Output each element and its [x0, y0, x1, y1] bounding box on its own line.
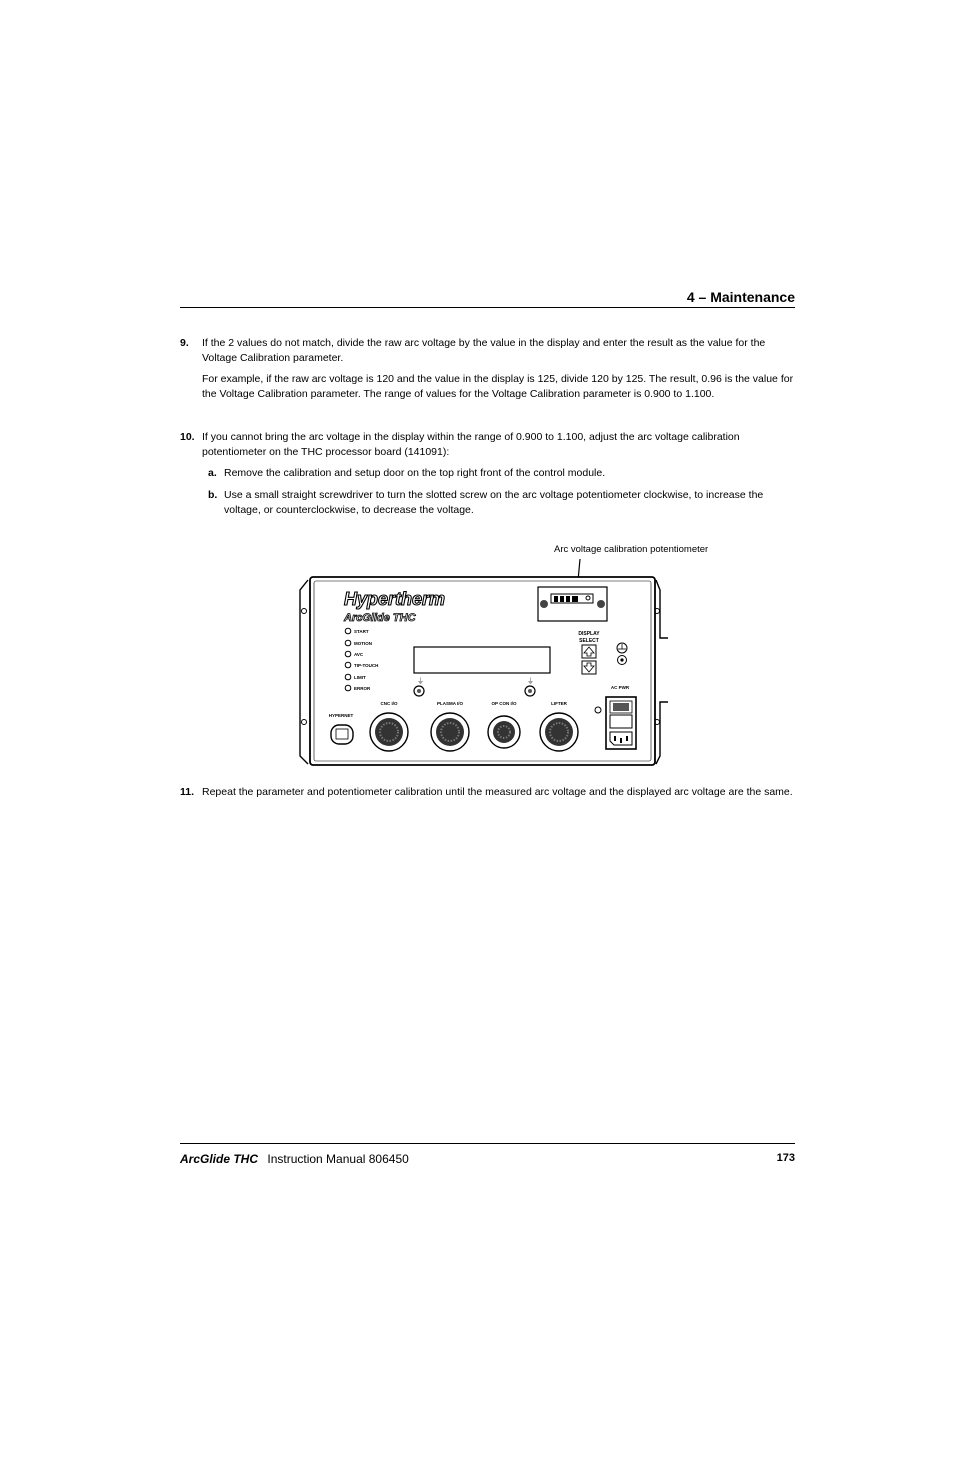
step-text: Repeat the parameter and potentiometer calibration until the measured arc voltage and the displayed arc voltage are the same. — [202, 786, 793, 798]
substep-label: a. — [208, 467, 217, 479]
lcd-display — [414, 647, 550, 673]
led-label: LIMIT — [354, 675, 366, 680]
step-example: For example, if the raw arc voltage is 120 and the value in the display is 125, divide 120 by 125. The result, 0.96 is the value for the Voltage Calibration parameter. The range of values for the Voltage Calibration parameter is 0.900 to 1.100. — [202, 373, 794, 400]
step-11 — [180, 785, 795, 821]
connector-label: CNC I/O — [380, 701, 398, 706]
step-number: 9. — [180, 337, 189, 349]
led-label: MOTION — [354, 641, 372, 646]
step-text: If the 2 values do not match, divide the raw arc voltage by the value in the display and enter the result as the value for the Voltage Calibration parameter. — [202, 337, 766, 364]
substep-label: b. — [208, 489, 218, 501]
footer-product: ArcGlide THC — [180, 1152, 259, 1166]
plasma-io-connector — [431, 713, 469, 751]
section-title: 4 – Maintenance — [686, 289, 795, 305]
hypernet-port — [331, 725, 353, 744]
footer-rule — [180, 1143, 795, 1144]
page-footer — [180, 1152, 795, 1166]
ac-power-label: AC PWR — [610, 685, 630, 690]
footer-manual: Instruction Manual 806450 — [267, 1152, 409, 1166]
display-select-label: SELECT — [579, 638, 599, 644]
substep-b — [202, 488, 795, 520]
brand-logo: Hypertherm — [344, 589, 446, 609]
substep-text: Remove the calibration and setup door on the top right front of the control module. — [224, 467, 606, 479]
page-number: 173 — [776, 1152, 795, 1164]
connector-label: HYPERNET — [328, 713, 354, 718]
lifter-connector — [540, 713, 578, 751]
led-label: TIP-TOUCH — [354, 663, 379, 668]
led-label: START — [354, 629, 369, 634]
step-9 — [180, 336, 795, 426]
connector-label: LIFTER — [551, 701, 567, 706]
step-number: 10. — [180, 431, 195, 443]
connector-label: OP CON I/O — [491, 701, 517, 706]
connector-label: PLASMA I/O — [436, 701, 464, 706]
control-module-figure — [296, 556, 668, 775]
step-number: 11. — [180, 786, 195, 798]
model-label: ArcGlide THC — [344, 612, 416, 624]
led-label: ERROR — [354, 686, 371, 691]
substep-text: Use a small straight screwdriver to turn the slotted screw on the arc voltage potentiometer clockwise, to increase the voltage, or counterclockwise, to decrease the voltage. — [224, 489, 764, 516]
figure-callout: Arc voltage calibration potentiometer — [554, 544, 709, 555]
op-con-io-connector — [488, 716, 520, 748]
svg-text:⏚: ⏚ — [417, 678, 424, 685]
step-text: If you cannot bring the arc voltage in the display within the range of 0.900 to 1.100, adjust the arc voltage calibration potentiometer on the THC processor board (141091): — [202, 431, 740, 458]
led-label: AVC — [354, 652, 364, 657]
power-switch[interactable] — [610, 715, 632, 728]
step-10 — [180, 430, 795, 466]
cnc-io-connector — [370, 713, 408, 751]
svg-text:⏚: ⏚ — [527, 678, 534, 685]
header-rule — [180, 307, 795, 308]
display-select-label: DISPLAY — [578, 631, 600, 637]
substep-a — [202, 466, 795, 484]
